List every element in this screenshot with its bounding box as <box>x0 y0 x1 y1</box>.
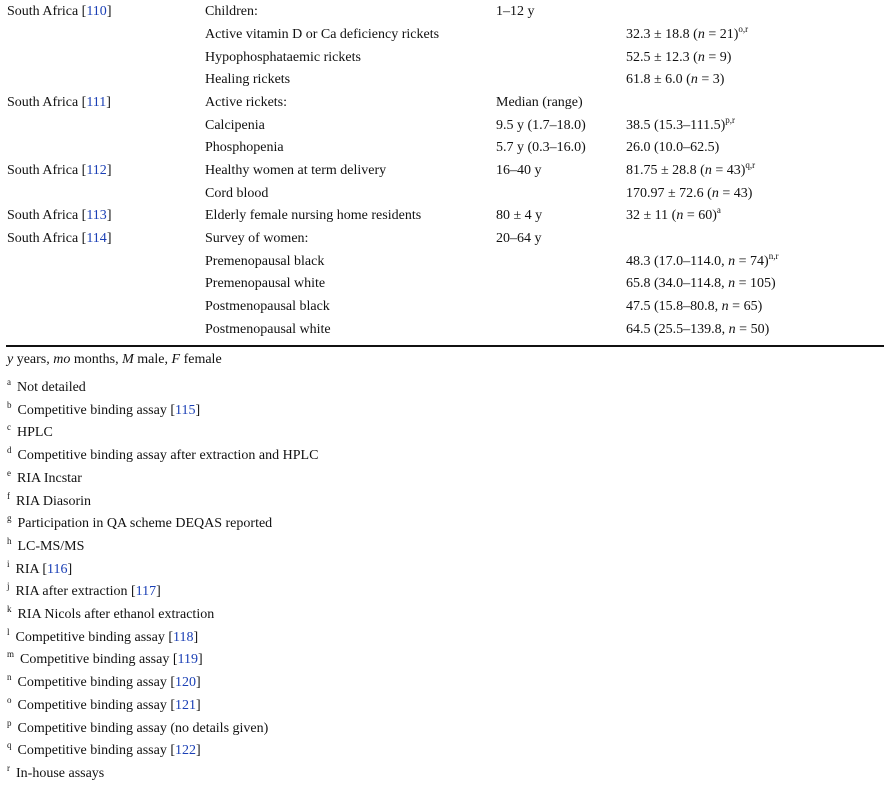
reference-link[interactable]: 117 <box>135 584 157 600</box>
population-cell: Calcipenia <box>205 118 265 133</box>
age-cell: 9.5 y (1.7–18.0) <box>496 118 586 133</box>
age-cell: 20–64 y <box>496 231 542 246</box>
footnote-item: $^r$ In-house assays <box>7 762 105 781</box>
table-row <box>0 69 889 91</box>
country-cell: South Africa [110] <box>7 4 112 19</box>
table-row <box>0 273 889 295</box>
reference-link[interactable]: 120 <box>175 675 196 691</box>
footnote-marker: q,r <box>745 160 756 170</box>
country-cell: South Africa [112] <box>7 163 112 178</box>
footnote-item: $^e$ RIA Incstar <box>7 467 82 486</box>
age-cell: 5.7 y (0.3–16.0) <box>496 140 586 155</box>
footnote-marker: o,r <box>738 24 749 34</box>
footnote-symbol: r <box>7 762 10 773</box>
reference-link[interactable]: 116 <box>47 561 68 577</box>
table-row <box>0 92 889 114</box>
footnote-item: $^a$ Not detailed <box>7 377 86 395</box>
footnote-item: $^d$ Competitive binding assay after extraction and HPLC <box>7 445 319 464</box>
table-row <box>0 183 889 205</box>
country-cell: South Africa [111] <box>7 95 111 110</box>
age-cell: Median (range) <box>496 95 583 110</box>
footnote-symbol: f <box>7 490 10 501</box>
footnote-symbol: q <box>7 740 12 751</box>
table-row <box>0 228 889 250</box>
level-cell: 61.8 ± 6.0 (n = 3) <box>626 72 725 87</box>
footnote-symbol: i <box>7 558 10 569</box>
population-cell: Elderly female nursing home residents <box>205 208 422 223</box>
level-cell: 47.5 (15.8–80.8, n = 65) <box>626 299 763 314</box>
footnote-symbol: m <box>7 649 15 660</box>
population-cell: Postmenopausal black <box>205 299 330 314</box>
reference-link[interactable]: 111 <box>86 95 107 110</box>
footnote-marker: n,r <box>768 251 779 261</box>
footnote-item: $^i$ RIA [116] <box>7 558 73 577</box>
population-cell: Cord blood <box>205 186 269 201</box>
country-cell: South Africa [114] <box>7 231 112 246</box>
population-cell: Active rickets: <box>205 95 288 110</box>
table-row <box>0 319 889 341</box>
footnote-item: $^h$ LC-MS/MS <box>7 535 85 554</box>
level-cell: 65.8 (34.0–114.8, n = 105) <box>626 276 776 291</box>
footnote-symbol: k <box>7 604 12 614</box>
table-row <box>0 137 889 159</box>
footnote-symbol: e <box>7 467 11 478</box>
level-cell: 32.3 ± 18.8 (n = 21)$^{o,r}$ <box>626 24 749 42</box>
footnote-item: $^q$ Competitive binding assay [122] <box>7 740 201 759</box>
level-cell: 52.5 ± 12.3 (n = 9) <box>626 50 732 65</box>
population-cell: Premenopausal white <box>205 276 326 291</box>
population-cell: Active vitamin D or Ca deficiency rickets <box>205 27 440 42</box>
table-row <box>0 47 889 69</box>
table-row <box>0 1 889 23</box>
level-cell: 64.5 (25.5–139.8, n = 50) <box>626 322 770 337</box>
country-cell: South Africa [113] <box>7 208 112 223</box>
footnote-symbol: g <box>7 513 12 524</box>
reference-link[interactable]: 112 <box>86 163 107 178</box>
age-cell: 1–12 y <box>496 4 535 19</box>
footnote-symbol: j <box>7 581 10 592</box>
footnote-item: $^m$ Competitive binding assay [119] <box>7 649 203 668</box>
population-cell: Phosphopenia <box>205 140 284 155</box>
footnote-symbol: p <box>7 717 12 728</box>
footnote-item: $^g$ Participation in QA scheme DEQAS reported <box>7 513 273 532</box>
footnote-item: $^b$ Competitive binding assay [115] <box>7 399 201 418</box>
level-cell: 48.3 (17.0–114.0, n = 74)$^{n,r}$ <box>626 251 779 269</box>
age-cell: 16–40 y <box>496 163 542 178</box>
footnote-item: $^k$ RIA Nicols after ethanol extraction <box>7 604 215 622</box>
footnote-symbol: h <box>7 535 12 546</box>
population-cell: Healing rickets <box>205 72 291 87</box>
table-row <box>0 115 889 137</box>
footnote-symbol: l <box>7 626 10 637</box>
footnote-item: $^p$ Competitive binding assay (no details given) <box>7 717 269 736</box>
footnote-item: $^c$ HPLC <box>7 422 53 441</box>
footnote-item: $^l$ Competitive binding assay [118] <box>7 626 199 645</box>
level-cell: 26.0 (10.0–62.5) <box>626 140 720 155</box>
level-cell: 81.75 ± 28.8 (n = 43)$^{q,r}$ <box>626 160 756 178</box>
reference-link[interactable]: 114 <box>86 231 107 246</box>
table-row <box>0 251 889 273</box>
population-cell: Premenopausal black <box>205 254 325 269</box>
footnote-symbol: b <box>7 399 12 410</box>
reference-link[interactable]: 121 <box>175 697 196 713</box>
table-bottom-rule <box>6 345 884 347</box>
level-cell: 32 ± 11 (n = 60)$^a$ <box>626 205 721 223</box>
table-row <box>0 160 889 182</box>
footnote-item: $^j$ RIA after extraction [117] <box>7 581 161 600</box>
reference-link[interactable]: 113 <box>86 208 107 223</box>
footnote-marker: a <box>716 205 721 215</box>
footnote-symbol: c <box>7 422 11 433</box>
abbreviation-note: y years, mo months, M male, F female <box>7 352 222 367</box>
footnote-symbol: o <box>7 694 12 705</box>
footnote-item: $^n$ Competitive binding assay [120] <box>7 672 201 691</box>
population-cell: Healthy women at term delivery <box>205 163 387 178</box>
table-row <box>0 24 889 46</box>
level-cell: 170.97 ± 72.6 (n = 43) <box>626 186 753 201</box>
population-cell: Postmenopausal white <box>205 322 331 337</box>
footnote-symbol: n <box>7 672 12 683</box>
footnote-item: $^o$ Competitive binding assay [121] <box>7 694 201 713</box>
table-row <box>0 296 889 318</box>
footnote-item: $^f$ RIA Diasorin <box>7 490 92 509</box>
reference-link[interactable]: 122 <box>175 743 196 759</box>
footnote-marker: p,r <box>725 115 736 125</box>
footnote-symbol: d <box>7 445 12 456</box>
population-cell: Hypophosphataemic rickets <box>205 50 361 65</box>
reference-link[interactable]: 119 <box>177 652 198 668</box>
reference-link[interactable]: 110 <box>86 4 107 19</box>
population-cell: Children: <box>205 4 258 19</box>
population-cell: Survey of women: <box>205 231 309 246</box>
reference-link[interactable]: 118 <box>173 629 194 645</box>
age-cell: 80 ± 4 y <box>496 208 543 223</box>
footnote-symbol: a <box>7 377 11 387</box>
reference-link[interactable]: 115 <box>175 402 196 418</box>
level-cell: 38.5 $(15.3-111.5)^{p,r}$ <box>626 115 736 133</box>
table-row <box>0 205 889 227</box>
